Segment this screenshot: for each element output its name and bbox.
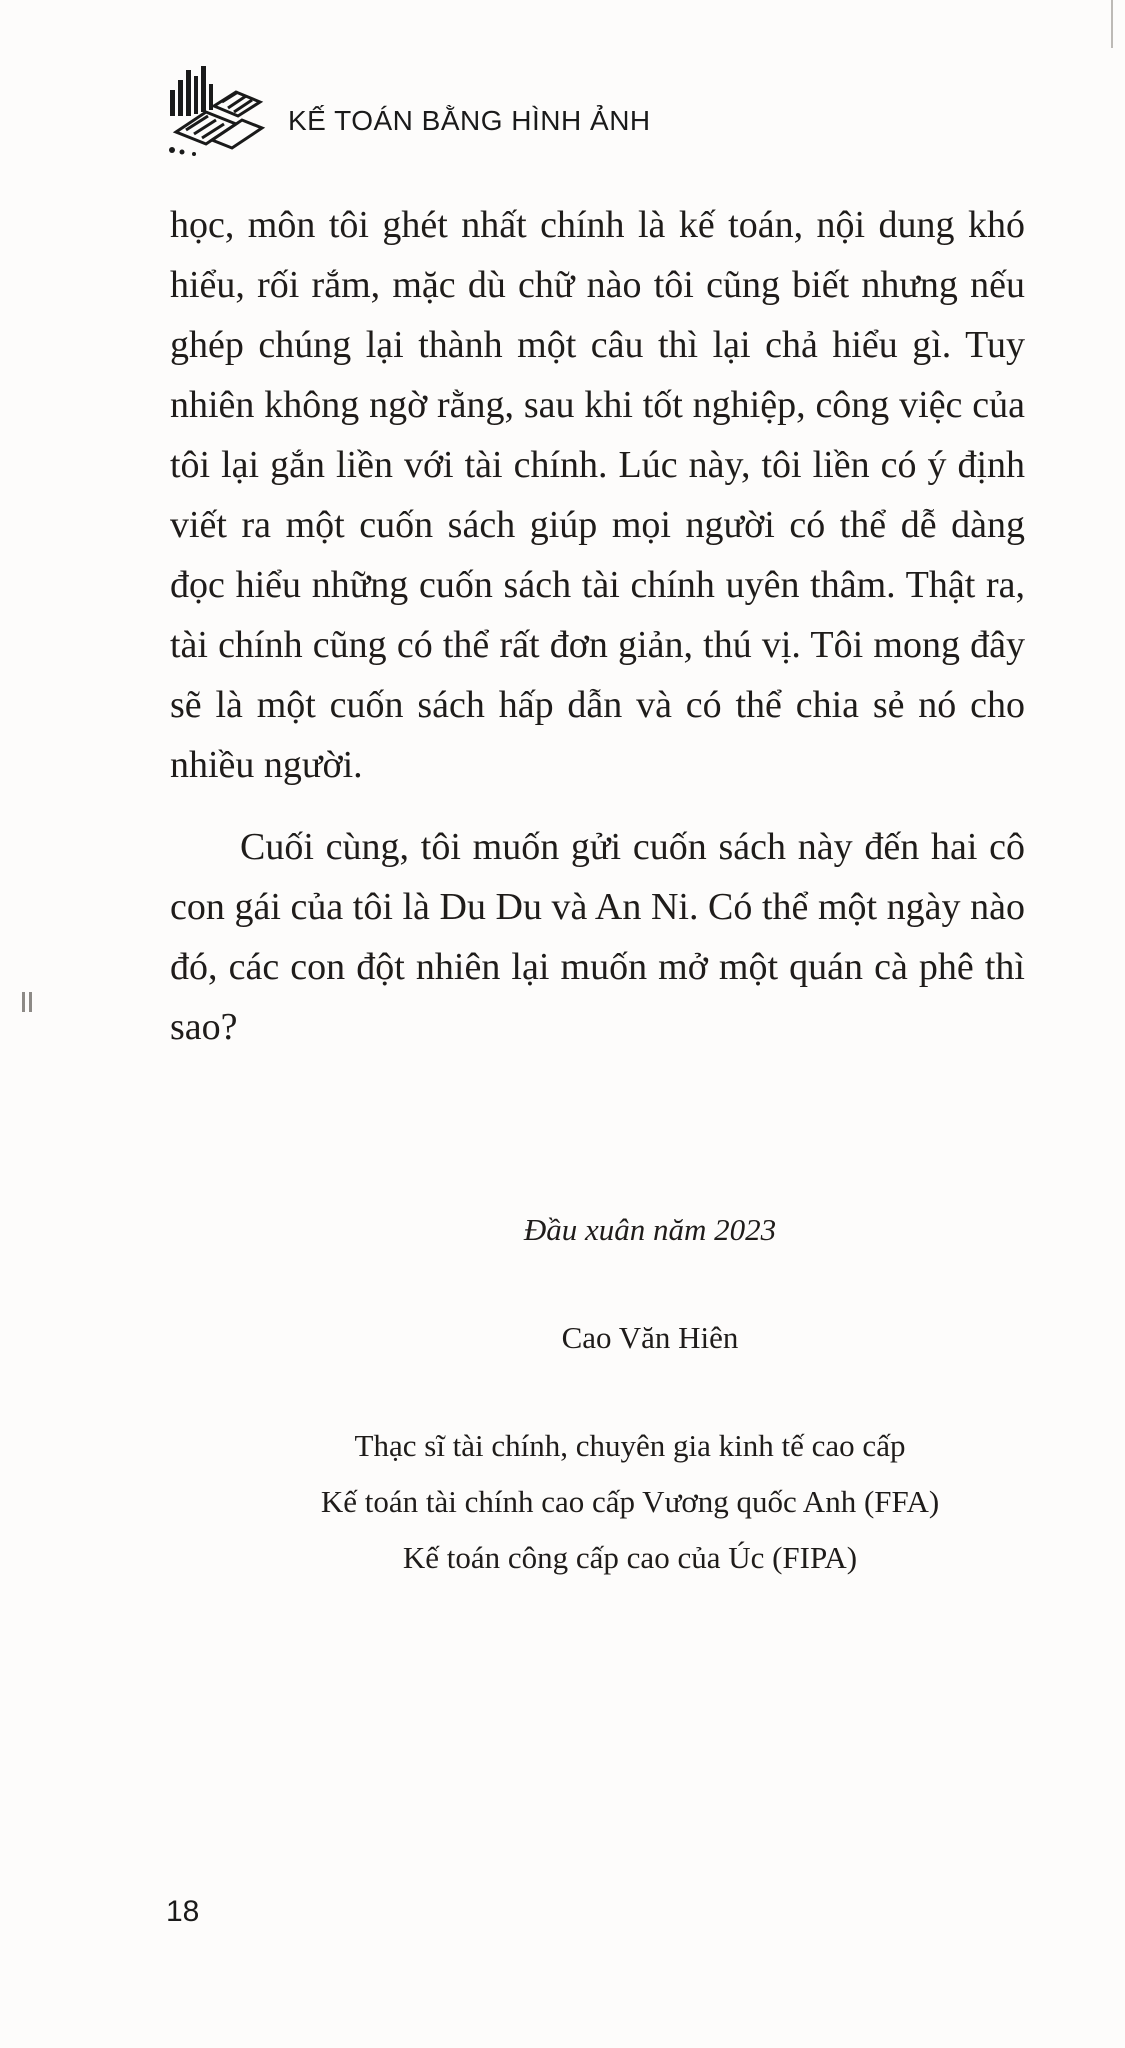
author-credentials bbox=[250, 1418, 1010, 1586]
signature-date: Đầu xuân năm 2023 bbox=[523, 1212, 777, 1247]
page-edge-mark bbox=[1111, 0, 1113, 48]
running-header bbox=[166, 60, 651, 160]
credential-line: Kế toán tài chính cao cấp Vương quốc Anh (FFA) bbox=[320, 1484, 940, 1519]
body-text bbox=[170, 195, 1025, 1057]
page-number: 18 bbox=[166, 1895, 200, 1928]
credential-line: Kế toán công cấp cao của Úc (FIPA) bbox=[402, 1540, 858, 1575]
binding-mark bbox=[22, 992, 32, 1012]
paragraph: học, môn tôi ghét nhất chính là kế toán, nội dung khó hiểu, rối rắm, mặc dù chữ nào tôi cũng biết nhưng nếu ghép chúng lại thành một câu thì lại chả hiểu gì. Tuy nhiên không ngờ rằng, sau khi tốt nghiệp, công việc của tôi lại gắn liền với tài chính. Lúc này, tôi liền có ý định viết ra một cuốn sách giúp mọi người có thể dễ dàng đọc hiểu những cuốn sách tài chính uyên thâm. Thật ra, tài chính cũng có thể rất đơn giản, thú vị. Tôi mong đây sẽ là một cuốn sách hấp dẫn và có thể chia sẻ nó cho nhiều người. bbox=[170, 204, 1025, 786]
paragraph: Cuối cùng, tôi muốn gửi cuốn sách này đến hai cô con gái của tôi là Du Du và An Ni. Có thể một ngày nào đó, các con đột nhiên lại muốn mở một quán cà phê thì sao? bbox=[170, 826, 1025, 1048]
credential-line: Thạc sĩ tài chính, chuyên gia kinh tế cao cấp bbox=[354, 1428, 906, 1463]
running-header-title: KẾ TOÁN BẰNG HÌNH ẢNH bbox=[288, 105, 651, 136]
signature-author: Cao Văn Hiên bbox=[561, 1320, 739, 1355]
city-chart-logo-icon bbox=[166, 62, 266, 158]
